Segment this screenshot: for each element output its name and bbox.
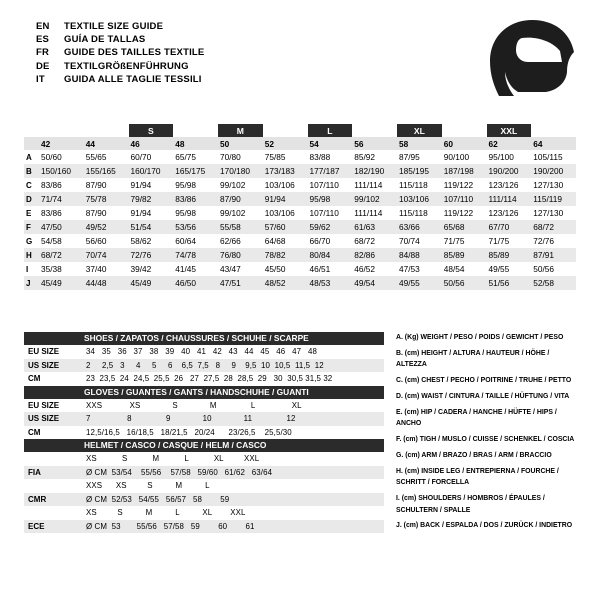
table-cell: 48/52 <box>263 276 308 290</box>
table-cell: 150/160 <box>39 164 84 178</box>
table-cell: 85/89 <box>487 248 532 262</box>
size-number-row <box>24 137 576 150</box>
helmet-icon <box>484 18 580 109</box>
size-number: 58 <box>397 137 442 150</box>
table-cell: 95/100 <box>488 152 514 162</box>
table-cell: 71/75 <box>488 236 510 246</box>
table-cell: 91/94 <box>263 192 308 206</box>
table-cell: 50/56 <box>442 276 487 290</box>
table-cell: 68/72 <box>39 248 84 262</box>
table-cell: 90/100 <box>443 152 470 162</box>
table-cell: 127/130 <box>533 208 564 218</box>
table-row <box>24 399 384 413</box>
language-row <box>36 20 204 33</box>
table-cell: 60/64 <box>175 236 197 246</box>
table-row <box>24 234 576 248</box>
table-cell: 103/106 <box>264 208 295 218</box>
size-number: 52 <box>263 137 308 150</box>
group-cell-xxl: XXL <box>487 124 532 137</box>
language-row <box>36 46 204 59</box>
size-number: 42 <box>39 137 84 150</box>
table-cell: 55/58 <box>218 220 263 234</box>
table-cell: 83/88 <box>309 152 331 162</box>
table-cell: 49/55 <box>397 276 442 290</box>
row-values: 2 2,5 3 4 5 6 6,5 7,5 8 9 9,5 10 10,5 11,5 12 <box>84 359 384 373</box>
table-cell: 47/50 <box>39 220 84 234</box>
row-label: J <box>24 276 39 290</box>
language-text: TEXTILGRÖßENFÜHRUNG <box>64 60 189 72</box>
table-cell: 50/60 <box>41 152 62 162</box>
helmet-size-head: XS S M L XL XXL <box>86 454 260 464</box>
legend-item: G. (cm) ARM / BRAZO / BRAS / ARM / BRACCIO <box>396 451 552 459</box>
row-values: XXS XS S M L XL <box>86 400 302 410</box>
helmet-unit: Ø CM <box>86 494 108 504</box>
table-cell: 115/119 <box>531 192 576 206</box>
row-label: ECE <box>24 520 84 534</box>
table-cell: 123/126 <box>488 208 519 218</box>
table-row <box>24 276 576 290</box>
legend-item: E. (cm) HIP / CADERA / HANCHE / HÜFTE / HIPS / ANCHO <box>396 408 557 428</box>
table-cell: 87/95 <box>399 152 420 162</box>
table-row <box>24 506 384 520</box>
lower-left-tables <box>24 332 384 533</box>
table-cell: 46/50 <box>173 276 218 290</box>
table-cell: 177/187 <box>308 164 353 178</box>
table-cell: 190/200 <box>531 164 576 178</box>
table-cell: 63/66 <box>397 220 442 234</box>
table-cell: 54/58 <box>41 236 62 246</box>
row-label: CM <box>28 374 41 384</box>
group-cell <box>173 124 218 137</box>
table-cell: 49/55 <box>488 264 510 274</box>
row-values: 53/54 55/56 57/58 59/60 61/62 63/64 <box>111 467 273 477</box>
legend-item: A. (Kg) WEIGHT / PESO / POIDS / GEWICHT / PESO <box>396 334 564 341</box>
table-cell: 103/106 <box>397 192 442 206</box>
legend-item: D. (cm) WAIST / CINTURA / TAILLE / HÜFTUNG / VITA <box>396 392 570 400</box>
table-cell: 70/74 <box>84 248 129 262</box>
size-number: 60 <box>442 137 487 150</box>
body-measurement-table <box>24 124 576 290</box>
table-cell: 37/40 <box>85 264 107 274</box>
group-cell-xl: XL <box>397 124 442 137</box>
row-label: CMR <box>24 493 84 507</box>
legend-item: C. (cm) CHEST / PECHO / POITRINE / TRUHE / PETTO <box>396 377 572 385</box>
group-cell <box>39 124 84 137</box>
row-values: 52/53 54/55 56/57 58 59 <box>111 494 230 504</box>
table-cell: 56/60 <box>85 236 107 246</box>
table-row <box>24 452 384 466</box>
table-cell: 185/195 <box>397 164 442 178</box>
row-label: B <box>24 164 39 178</box>
table-cell: 79/82 <box>129 192 174 206</box>
table-row <box>24 466 384 480</box>
table-cell: 165/175 <box>173 164 218 178</box>
table-row <box>24 426 384 440</box>
language-code: EN <box>36 21 50 32</box>
table-row <box>24 479 384 493</box>
table-cell: 155/165 <box>84 164 129 178</box>
helmet-unit: Ø CM <box>86 521 108 531</box>
table-cell: 99/102 <box>352 192 397 206</box>
row-values: 34 35 36 37 38 39 40 41 42 43 44 45 46 47 48 <box>86 347 317 357</box>
row-label: US SIZE <box>24 412 84 426</box>
table-row <box>24 206 576 220</box>
row-label: US SIZE <box>24 359 84 373</box>
gloves-table <box>24 399 384 440</box>
language-row <box>36 33 204 46</box>
table-cell: 103/106 <box>264 180 295 190</box>
table-cell: 65/75 <box>175 152 197 162</box>
table-cell: 87/90 <box>85 180 107 190</box>
table-cell: 72/76 <box>533 236 555 246</box>
language-text: GUIDA ALLE TAGLIE TESSILI <box>64 73 202 85</box>
table-cell: 173/183 <box>263 164 308 178</box>
table-cell: 68/72 <box>354 236 376 246</box>
table-cell: 95/98 <box>308 192 353 206</box>
group-cell-s: S <box>129 124 174 137</box>
language-row <box>36 60 204 73</box>
table-cell: 66/70 <box>309 236 331 246</box>
legend-item: B. (cm) HEIGHT / ALTURA / HAUTEUR / HÖHE / ALTEZZA <box>396 349 550 369</box>
table-cell: 85/92 <box>354 152 376 162</box>
table-cell: 48/53 <box>308 276 353 290</box>
group-cell: S <box>84 124 129 137</box>
legend-item: H. (cm) INSIDE LEG / ENTREPIERNA / FOURCHE / SCHRITT / FORCELLA <box>396 467 559 487</box>
table-cell: 87/90 <box>85 208 107 218</box>
language-code: IT <box>36 73 45 85</box>
helmet-size-head: XXS XS S M L <box>86 481 210 491</box>
language-text: GUIDE DES TAILLES TEXTILE <box>64 47 205 59</box>
table-cell: 83/86 <box>41 180 62 190</box>
shoes-table <box>24 345 384 386</box>
group-cell-m: M <box>218 124 263 137</box>
table-cell: 48/54 <box>443 264 465 274</box>
table-cell: 75/78 <box>84 192 129 206</box>
table-row <box>24 178 576 192</box>
table-cell: 67/70 <box>487 220 532 234</box>
row-label: A <box>26 152 32 162</box>
table-cell: 111/114 <box>487 192 532 206</box>
table-row <box>24 412 384 426</box>
table-cell: 190/200 <box>487 164 532 178</box>
table-cell: 57/60 <box>263 220 308 234</box>
table-cell: 53/56 <box>173 220 218 234</box>
table-cell: 70/80 <box>220 152 241 162</box>
table-cell: 111/114 <box>354 180 383 190</box>
table-cell: 127/130 <box>533 180 564 190</box>
table-cell: 46/52 <box>354 264 376 274</box>
size-number: 56 <box>352 137 397 150</box>
table-cell: 72/76 <box>129 248 174 262</box>
language-text: GUÍA DE TALLAS <box>64 34 146 46</box>
table-cell: 45/49 <box>129 276 174 290</box>
table-cell: 60/70 <box>130 152 152 162</box>
row-label: I <box>26 264 29 274</box>
table-cell: 123/126 <box>488 180 519 190</box>
table-cell: 55/65 <box>85 152 107 162</box>
table-cell: 82/86 <box>352 248 397 262</box>
table-cell: 64/68 <box>264 236 286 246</box>
table-cell: 91/94 <box>130 180 152 190</box>
group-cell <box>352 124 397 137</box>
table-cell: 95/98 <box>175 180 197 190</box>
language-code: ES <box>36 34 50 46</box>
helmet-table-title: HELMET / CASCO / CASQUE / HELM / CASCO <box>24 439 384 452</box>
table-cell: 49/52 <box>84 220 129 234</box>
table-cell: 187/198 <box>442 164 487 178</box>
table-cell: 91/94 <box>130 208 152 218</box>
table-cell: 47/53 <box>399 264 420 274</box>
table-cell: 47/51 <box>218 276 263 290</box>
group-cell <box>442 124 487 137</box>
table-cell: 51/56 <box>487 276 532 290</box>
table-cell: 107/110 <box>442 192 487 206</box>
row-label: D <box>24 192 39 206</box>
table-cell: 95/98 <box>175 208 197 218</box>
table-row <box>24 345 384 359</box>
row-values: 12,5/16,5 16/18,5 18/21,5 20/24 23/26,5 25,5/30 <box>86 427 292 437</box>
table-cell: 115/118 <box>399 180 428 190</box>
table-row <box>24 372 384 386</box>
group-cell <box>531 124 576 137</box>
table-cell: 85/89 <box>442 248 487 262</box>
table-cell: 111/114 <box>354 208 383 218</box>
row-label: E <box>26 208 32 218</box>
table-cell: 45/49 <box>39 276 84 290</box>
table-cell: 182/190 <box>352 164 397 178</box>
table-cell: 107/110 <box>309 208 339 218</box>
table-cell: 50/56 <box>533 264 555 274</box>
row-label: H <box>24 248 39 262</box>
table-cell: 76/80 <box>218 248 263 262</box>
table-cell: 41/45 <box>175 264 197 274</box>
legend-item: F. (cm) TIGH / MUSLO / CUISSE / SCHENKEL / COSCIA <box>396 436 575 444</box>
table-cell: 49/54 <box>352 276 397 290</box>
row-values: 7 8 9 10 11 12 <box>84 412 384 426</box>
language-row <box>36 73 204 86</box>
row-label: CM <box>28 427 41 437</box>
row-values: 23 23,5 24 24,5 25,5 26 27 27,5 28 28,5 29 30 30,5 31,5 32 <box>86 374 333 384</box>
language-code: DE <box>36 60 50 72</box>
table-cell: 115/118 <box>399 208 428 218</box>
table-cell: 46/51 <box>309 264 331 274</box>
helmet-size-head: XS S M L XL XXL <box>86 508 246 518</box>
table-cell: 65/68 <box>442 220 487 234</box>
helmet-unit: Ø CM <box>86 467 108 477</box>
size-number: 50 <box>218 137 263 150</box>
size-number: 44 <box>84 137 129 150</box>
legend-item: J. (cm) BACK / ESPALDA / DOS / ZURÜCK / INDIETRO <box>396 522 573 530</box>
table-row <box>24 164 576 178</box>
table-cell: 83/86 <box>173 192 218 206</box>
table-cell: 119/122 <box>443 208 474 218</box>
group-cell-l: L <box>308 124 353 137</box>
table-cell: 35/38 <box>41 264 62 274</box>
table-cell: 87/90 <box>218 192 263 206</box>
table-cell: 80/84 <box>308 248 353 262</box>
size-group-header-row <box>24 124 576 137</box>
table-cell: 84/88 <box>397 248 442 262</box>
table-row <box>24 248 576 262</box>
row-values: 53 55/56 57/58 59 60 61 <box>111 521 255 531</box>
measurement-legend <box>396 332 576 536</box>
table-cell: 68/72 <box>531 220 576 234</box>
table-cell: 71/75 <box>443 236 465 246</box>
table-cell: 39/42 <box>130 264 152 274</box>
table-cell: 74/78 <box>173 248 218 262</box>
table-row <box>24 359 384 373</box>
size-number: 54 <box>308 137 353 150</box>
row-label: FIA <box>24 466 84 480</box>
table-cell: 52/58 <box>531 276 576 290</box>
table-cell: 71/74 <box>39 192 84 206</box>
table-row <box>24 262 576 276</box>
table-cell: 62/66 <box>220 236 241 246</box>
table-cell: 160/170 <box>129 164 174 178</box>
table-cell: 75/85 <box>264 152 286 162</box>
table-row <box>24 220 576 234</box>
table-cell: 70/74 <box>399 236 420 246</box>
table-row <box>24 493 384 507</box>
group-cell <box>263 124 308 137</box>
row-label: C <box>26 180 32 190</box>
row-label: EU SIZE <box>28 347 60 357</box>
table-cell: 87/91 <box>531 248 576 262</box>
table-cell: 107/110 <box>309 180 339 190</box>
size-number: 46 <box>129 137 174 150</box>
table-cell: 59/62 <box>308 220 353 234</box>
row-label: G <box>26 236 33 246</box>
table-cell: 170/180 <box>218 164 263 178</box>
row-label: EU SIZE <box>28 400 60 410</box>
language-code: FR <box>36 47 50 59</box>
table-cell: 119/122 <box>443 180 474 190</box>
size-number: 48 <box>173 137 218 150</box>
table-row <box>24 150 576 164</box>
size-number: 62 <box>487 137 532 150</box>
helmet-table <box>24 452 384 533</box>
table-cell: 105/115 <box>533 152 563 162</box>
row-label: F <box>24 220 39 234</box>
table-cell: 51/54 <box>129 220 174 234</box>
size-number: 64 <box>531 137 576 150</box>
language-title-list <box>36 20 204 86</box>
table-cell: 58/62 <box>130 236 152 246</box>
table-cell: 61/63 <box>352 220 397 234</box>
table-row <box>24 520 384 534</box>
shoes-table-title: SHOES / ZAPATOS / CHAUSSURES / SCHUHE / SCARPE <box>24 332 384 345</box>
table-cell: 99/102 <box>220 180 246 190</box>
gloves-table-title: GLOVES / GUANTES / GANTS / HANDSCHUHE / GUANTI <box>24 386 384 399</box>
table-cell: 44/48 <box>84 276 129 290</box>
table-cell: 43/47 <box>220 264 241 274</box>
language-text: TEXTILE SIZE GUIDE <box>64 21 164 32</box>
table-cell: 99/102 <box>220 208 246 218</box>
table-cell: 78/82 <box>263 248 308 262</box>
table-cell: 45/50 <box>264 264 286 274</box>
legend-item: I. (cm) SHOULDERS / HOMBROS / ÉPAULES / SCHULTERN / SPALLE <box>396 495 545 514</box>
table-cell: 83/86 <box>41 208 62 218</box>
table-row <box>24 192 576 206</box>
